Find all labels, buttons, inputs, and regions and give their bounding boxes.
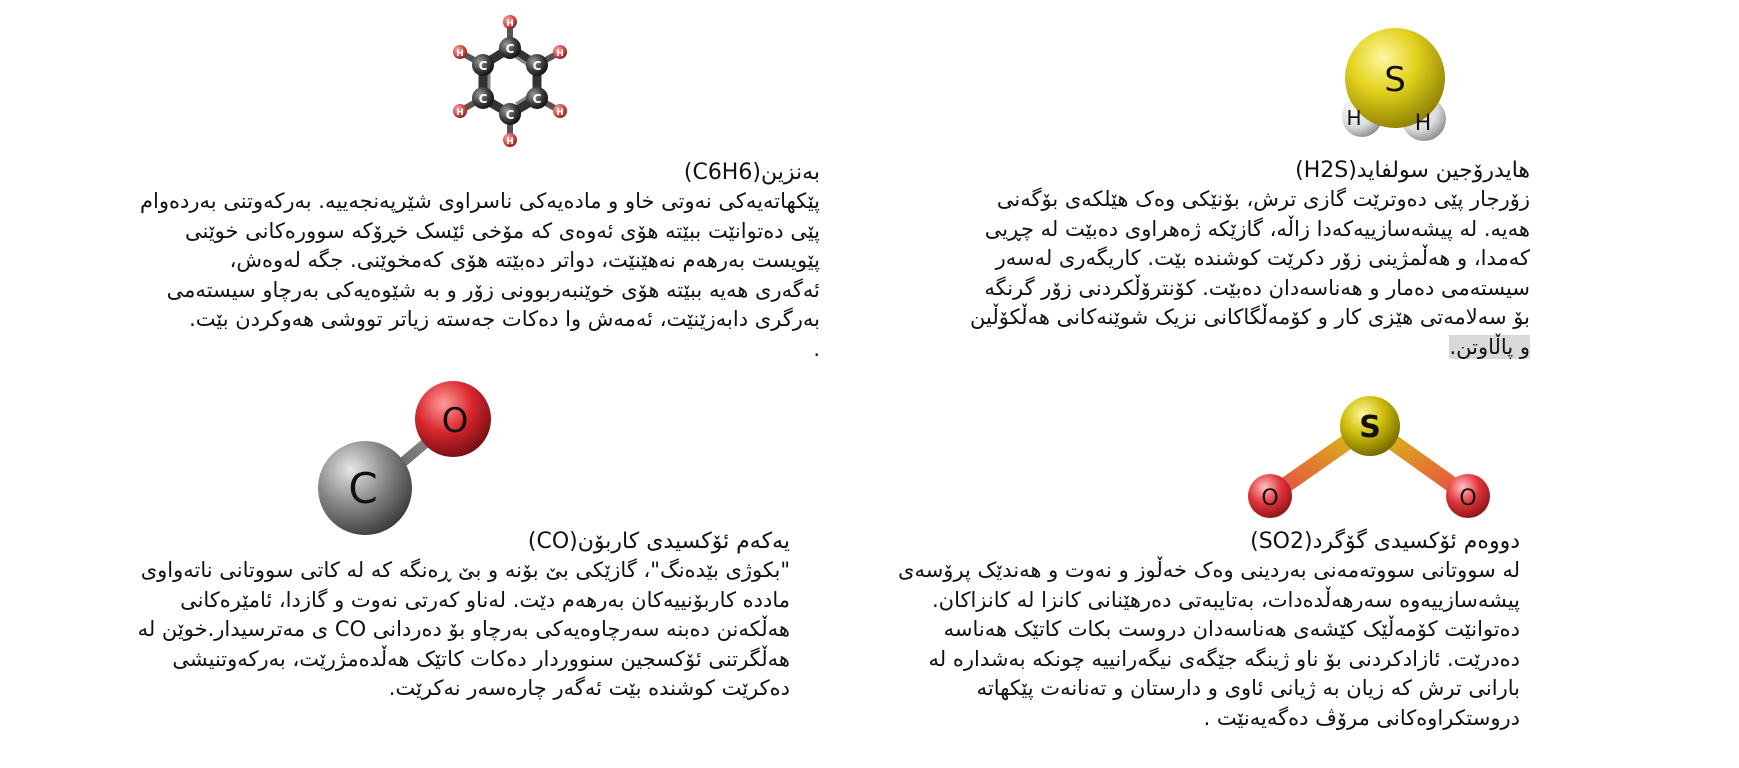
so2-title: دووەم ئۆکسیدی گۆگرد(SO2)	[1250, 529, 1520, 554]
text-line: پیشەسازییەوە سەرهەڵدەدات، بەتایبەتی دەرهێنانی کانزا لە کانزاکان.	[931, 587, 1520, 612]
svg-text:S: S	[1359, 410, 1381, 445]
benzene-section	[120, 159, 820, 364]
svg-text:H: H	[456, 49, 464, 59]
svg-text:O: O	[441, 401, 469, 441]
svg-text:C: C	[505, 108, 515, 122]
so2-section	[870, 528, 1520, 733]
text-line: هەیە. لە پیشەسازییەکەدا زاڵە، گازێکە ژەهراوی دەبێت لە چڕیی	[984, 216, 1530, 241]
text-line: پێکهاتەیەکی نەوتی خاو و مادەیەکی ناسراوی شێرپەنجەییە. بەرکەوتنی بەردەوام	[140, 189, 820, 213]
benzene-paragraph	[120, 187, 820, 364]
benzene-title: بەنزین(C6H6)	[683, 160, 820, 185]
h2s-paragraph	[960, 185, 1530, 362]
highlighted-text: و پاڵاوتن.	[1449, 334, 1530, 359]
text-line: ئەگەری هەیە ببێتە هۆی خوێنبەربوونی زۆر و بە شێوەیەکی بەرچاو سیستەمی	[166, 277, 820, 302]
text-line: کەمدا، و هەڵمژینی زۆر دکرێت کوشندە بێت. کاریگەری لەسەر	[995, 246, 1530, 270]
text-line: "بکوژی بێدەنگ"، گازێکی بێ بۆنە و بێ ڕەنگە کە لە کاتی سووتانی ناتەواوی	[140, 558, 790, 582]
svg-text:C: C	[478, 59, 488, 73]
text-line: سیستەمی دەمار و هەناسەدان دەبێت. کۆنترۆڵکردنی زۆر گرنگە	[984, 275, 1530, 300]
h2s-title: هایدرۆجین سولفاید(H2S)	[1295, 158, 1530, 183]
svg-text:C: C	[478, 92, 488, 106]
text-line: دەتوانێت کۆمەڵێک کێشەی هەناسەدان دروست بکات کاتێک هەناسە	[943, 617, 1520, 641]
text-line	[960, 333, 1530, 363]
text-line: بۆ سەلامەتی هێزی کار و کۆمەڵگاکانی نزیک شوێنەکانی هەڵکۆڵین	[970, 305, 1530, 329]
co-paragraph	[100, 556, 790, 704]
svg-text:H: H	[456, 108, 464, 118]
text-line: لە سووتانی سووتەمەنی بەردینی وەک خەڵوز و نەوت و هەندێک پرۆسەی	[898, 558, 1520, 582]
svg-text:O: O	[1261, 486, 1279, 511]
text-line: دەدرێت. ئازادکردنی بۆ ناو ژینگە جێگەی نیگەرانییە چونکە بەشدارە لە	[928, 646, 1520, 671]
h2s-section	[960, 157, 1530, 362]
text-line: دروستکراوەکانی مرۆڤ دەگەیەنێت .	[1203, 705, 1520, 730]
svg-text:S: S	[1384, 60, 1406, 100]
so2-paragraph	[870, 556, 1520, 733]
text-line: بارانی ترش کە زیان بە ژیانی ئاوی و دارستان و تەنانەت پێکهاتە	[976, 676, 1520, 700]
svg-text:H: H	[1414, 111, 1432, 136]
co-molecule-image	[310, 375, 510, 545]
svg-text:C: C	[532, 59, 542, 73]
text-line: .	[813, 336, 820, 361]
co-section	[100, 528, 790, 704]
text-line: هەڵگرتنی ئۆکسجین سنووردار دەکات کاتێک هەڵدەمژرێت، بەرکەوتنیشی	[172, 646, 790, 671]
svg-text:H: H	[1346, 106, 1362, 130]
text-line: بەرگری دابەزێنێت، ئەمەش وا دەکات جەستە زیاتر تووشی هەوکردن بێت.	[189, 307, 820, 331]
svg-text:C: C	[505, 42, 515, 56]
svg-text:H: H	[556, 49, 564, 59]
svg-text:C: C	[532, 92, 542, 106]
text-line: زۆرجار پێی دەوترێت گازی ترش، بۆنێکی وەک هێلکەی بۆگەنی	[996, 187, 1530, 211]
svg-text:C: C	[348, 464, 378, 513]
svg-text:H: H	[506, 137, 514, 147]
benzene-molecule-image	[440, 10, 580, 152]
svg-text:H: H	[506, 19, 514, 29]
svg-text:O: O	[1459, 486, 1477, 511]
svg-text:H: H	[556, 108, 564, 118]
text-line: هەڵکەنن دەبنە سەرچاوەیەکی بەرچاو بۆ دەردانی CO ی مەترسیدار.خوێن لە	[137, 617, 790, 641]
h2s-molecule-image	[1338, 25, 1458, 145]
text-line: پێی دەتوانێت ببێتە هۆی ئەوەی کە مۆخی ئێسک خڕۆکە سوورەکانی خوێنی	[184, 218, 820, 243]
text-line: پێویست بەرهەم نەهێنێت، دواتر دەبێتە هۆی کەمخوێنی. جگە لەوەش،	[229, 248, 820, 272]
co-title: یەکەم ئۆکسیدی کاربۆن(CO)	[527, 529, 790, 554]
text-line: دەکرێت کوشندە بێت ئەگەر چارەسەر نەکرێت.	[388, 676, 790, 700]
so2-molecule-image	[1240, 392, 1500, 522]
text-line: مادده کاربۆنییەکان بەرهەم دێت. لەناو کەرتی نەوت و گازدا، ئامێرەکانی	[180, 587, 790, 612]
